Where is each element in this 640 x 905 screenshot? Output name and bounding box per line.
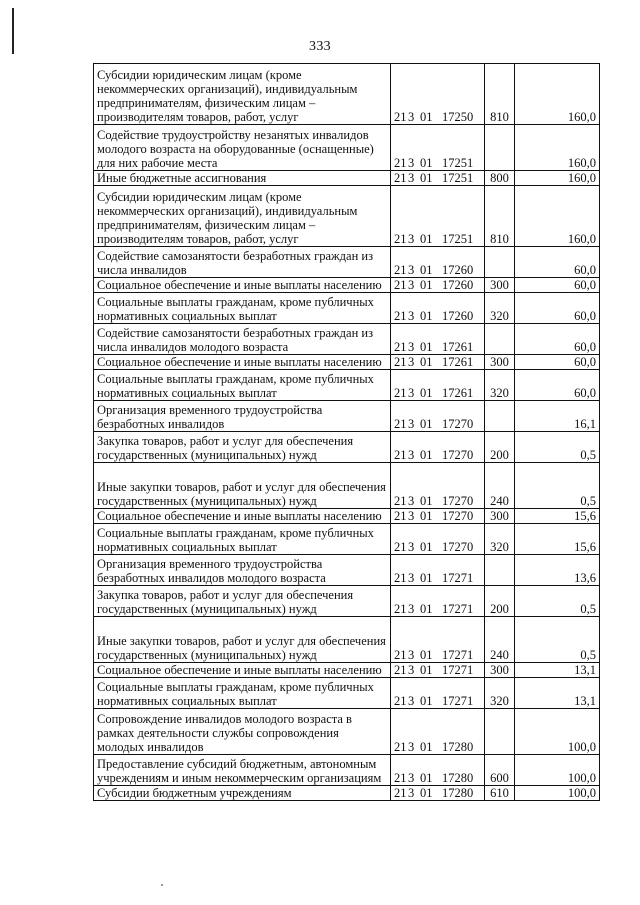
row-code: [391, 663, 485, 678]
code-part-2: 3: [408, 602, 415, 616]
code-part-2: 3: [408, 771, 415, 785]
row-name: Социальные выплаты гражданам, кроме публичных нормативных социальных выплат: [94, 370, 391, 401]
row-name: Закупка товаров, работ и услуг для обеспечения государственных (муниципальных) нужд: [94, 586, 391, 617]
code-part-3: 01: [420, 171, 433, 185]
code-part-2: 3: [408, 694, 415, 708]
row-name: Социальное обеспечение и иные выплаты населению: [94, 509, 391, 524]
code-part-1: 21: [394, 340, 407, 354]
row-name: Организация временного трудоустройства безработных инвалидов молодого возраста: [94, 555, 391, 586]
code-part-2: 3: [408, 278, 415, 292]
table-row: [94, 247, 600, 278]
code-part-3: 01: [420, 156, 433, 170]
table-row: [94, 64, 600, 125]
table-row: [94, 171, 600, 186]
code-part-3: 01: [420, 740, 433, 754]
row-expense-type: [485, 401, 515, 432]
row-expense-type: 600: [485, 755, 515, 786]
row-name: Социальное обеспечение и иные выплаты населению: [94, 355, 391, 370]
row-name: Социальные выплаты гражданам, кроме публичных нормативных социальных выплат: [94, 524, 391, 555]
code-part-3: 01: [420, 648, 433, 662]
row-name: Социальные выплаты гражданам, кроме публичных нормативных социальных выплат: [94, 293, 391, 324]
row-name: Предоставление субсидий бюджетным, автономным учреждениям и иным некоммерческим организациям: [94, 755, 391, 786]
row-name: Субсидии бюджетным учреждениям: [94, 786, 391, 801]
row-amount: 60,0: [515, 355, 600, 370]
row-name: Социальное обеспечение и иные выплаты населению: [94, 663, 391, 678]
row-amount: 160,0: [515, 171, 600, 186]
code-part-2: 3: [408, 355, 415, 369]
row-expense-type: 320: [485, 524, 515, 555]
code-part-3: 01: [420, 355, 433, 369]
code-part-4: 17260: [442, 278, 474, 292]
code-part-2: 3: [408, 171, 415, 185]
code-part-2: 3: [408, 263, 415, 277]
row-amount: 15,6: [515, 509, 600, 524]
code-part-4: 17261: [442, 355, 474, 369]
row-code: [391, 524, 485, 555]
scan-speck: [161, 884, 163, 886]
table-row: [94, 786, 600, 801]
row-name: Содействие самозанятости безработных граждан из числа инвалидов: [94, 247, 391, 278]
table-row: [94, 278, 600, 293]
code-part-4: 17280: [442, 740, 474, 754]
code-part-1: 21: [394, 110, 407, 124]
row-code: [391, 278, 485, 293]
code-part-4: 17260: [442, 263, 474, 277]
row-code: [391, 463, 485, 509]
code-part-4: 17270: [442, 417, 474, 431]
code-part-1: 21: [394, 571, 407, 585]
code-part-4: 17260: [442, 309, 474, 323]
row-code: [391, 617, 485, 663]
row-code: [391, 370, 485, 401]
code-part-4: 17271: [442, 602, 474, 616]
row-name: Иные закупки товаров, работ и услуг для обеспечения государственных (муниципальных) нужд: [94, 617, 391, 663]
row-code: [391, 355, 485, 370]
code-part-3: 01: [420, 602, 433, 616]
table-row: [94, 432, 600, 463]
row-expense-type: 800: [485, 171, 515, 186]
code-part-2: 3: [408, 494, 415, 508]
code-part-1: 21: [394, 494, 407, 508]
table-row: [94, 463, 600, 509]
table-row: [94, 555, 600, 586]
table-row: [94, 617, 600, 663]
row-expense-type: 300: [485, 509, 515, 524]
row-amount: 60,0: [515, 278, 600, 293]
row-expense-type: 810: [485, 64, 515, 125]
table-row: [94, 524, 600, 555]
table-row: [94, 678, 600, 709]
row-expense-type: 320: [485, 370, 515, 401]
row-expense-type: 200: [485, 586, 515, 617]
row-name: Содействие самозанятости безработных граждан из числа инвалидов молодого возраста: [94, 324, 391, 355]
row-amount: 0,5: [515, 586, 600, 617]
row-code: [391, 171, 485, 186]
row-name: Организация временного трудоустройства безработных инвалидов: [94, 401, 391, 432]
code-part-1: 21: [394, 694, 407, 708]
code-part-4: 17271: [442, 694, 474, 708]
row-expense-type: [485, 709, 515, 755]
table-row: [94, 355, 600, 370]
row-expense-type: 300: [485, 355, 515, 370]
code-part-2: 3: [408, 786, 415, 800]
row-amount: 160,0: [515, 186, 600, 247]
row-amount: 0,5: [515, 463, 600, 509]
row-code: [391, 324, 485, 355]
code-part-3: 01: [420, 694, 433, 708]
table-row: [94, 755, 600, 786]
table-row: [94, 293, 600, 324]
row-expense-type: 320: [485, 293, 515, 324]
row-amount: 60,0: [515, 293, 600, 324]
code-part-1: 21: [394, 386, 407, 400]
code-part-3: 01: [420, 786, 433, 800]
row-amount: 0,5: [515, 432, 600, 463]
code-part-4: 17271: [442, 663, 474, 677]
row-code: [391, 432, 485, 463]
code-part-3: 01: [420, 494, 433, 508]
row-code: [391, 586, 485, 617]
code-part-1: 21: [394, 309, 407, 323]
budget-table-body: [94, 64, 600, 801]
row-expense-type: 320: [485, 678, 515, 709]
code-part-1: 21: [394, 448, 407, 462]
code-part-2: 3: [408, 232, 415, 246]
row-expense-type: [485, 247, 515, 278]
budget-table: [93, 63, 600, 801]
row-expense-type: 810: [485, 186, 515, 247]
table-row: [94, 370, 600, 401]
table-row: [94, 186, 600, 247]
row-amount: 160,0: [515, 64, 600, 125]
code-part-2: 3: [408, 386, 415, 400]
code-part-2: 3: [408, 309, 415, 323]
code-part-3: 01: [420, 263, 433, 277]
row-name: Сопровождение инвалидов молодого возраста в рамках деятельности службы сопровождения молодых инвалидов: [94, 709, 391, 755]
code-part-4: 17261: [442, 340, 474, 354]
code-part-3: 01: [420, 278, 433, 292]
code-part-2: 3: [408, 110, 415, 124]
row-expense-type: [485, 324, 515, 355]
code-part-1: 21: [394, 171, 407, 185]
row-expense-type: [485, 555, 515, 586]
row-amount: 15,6: [515, 524, 600, 555]
code-part-2: 3: [408, 648, 415, 662]
code-part-4: 17280: [442, 786, 474, 800]
row-amount: 0,5: [515, 617, 600, 663]
row-code: [391, 555, 485, 586]
code-part-1: 21: [394, 740, 407, 754]
code-part-4: 17270: [442, 509, 474, 523]
code-part-4: 17271: [442, 571, 474, 585]
code-part-4: 17251: [442, 232, 474, 246]
code-part-3: 01: [420, 232, 433, 246]
row-code: [391, 293, 485, 324]
code-part-1: 21: [394, 663, 407, 677]
code-part-3: 01: [420, 309, 433, 323]
code-part-1: 21: [394, 771, 407, 785]
code-part-3: 01: [420, 540, 433, 554]
code-part-3: 01: [420, 571, 433, 585]
code-part-4: 17250: [442, 110, 474, 124]
code-part-1: 21: [394, 417, 407, 431]
row-amount: 100,0: [515, 709, 600, 755]
row-code: [391, 678, 485, 709]
code-part-2: 3: [408, 340, 415, 354]
table-row: [94, 663, 600, 678]
code-part-3: 01: [420, 448, 433, 462]
code-part-2: 3: [408, 156, 415, 170]
code-part-3: 01: [420, 110, 433, 124]
row-code: [391, 755, 485, 786]
row-amount: 13,1: [515, 678, 600, 709]
code-part-4: 17251: [442, 156, 474, 170]
table-row: [94, 709, 600, 755]
row-amount: 60,0: [515, 247, 600, 278]
code-part-4: 17280: [442, 771, 474, 785]
row-code: [391, 247, 485, 278]
row-expense-type: [485, 125, 515, 171]
row-code: [391, 786, 485, 801]
code-part-2: 3: [408, 509, 415, 523]
code-part-4: 17261: [442, 386, 474, 400]
code-part-1: 21: [394, 232, 407, 246]
code-part-2: 3: [408, 663, 415, 677]
code-part-4: 17270: [442, 494, 474, 508]
code-part-3: 01: [420, 340, 433, 354]
row-code: [391, 401, 485, 432]
row-name: Содействие трудоустройству незанятых инвалидов молодого возраста на оборудованные (оснащенные) для них рабочие места: [94, 125, 391, 171]
row-expense-type: 240: [485, 617, 515, 663]
code-part-1: 21: [394, 602, 407, 616]
row-code: [391, 186, 485, 247]
code-part-3: 01: [420, 663, 433, 677]
row-expense-type: 200: [485, 432, 515, 463]
table-row: [94, 586, 600, 617]
row-name: Социальные выплаты гражданам, кроме публичных нормативных социальных выплат: [94, 678, 391, 709]
table-row: [94, 125, 600, 171]
row-name: Закупка товаров, работ и услуг для обеспечения государственных (муниципальных) нужд: [94, 432, 391, 463]
code-part-2: 3: [408, 448, 415, 462]
code-part-1: 21: [394, 156, 407, 170]
code-part-3: 01: [420, 417, 433, 431]
row-code: [391, 64, 485, 125]
row-code: [391, 709, 485, 755]
row-expense-type: 300: [485, 278, 515, 293]
code-part-4: 17270: [442, 540, 474, 554]
table-row: [94, 509, 600, 524]
code-part-1: 21: [394, 263, 407, 277]
code-part-1: 21: [394, 786, 407, 800]
code-part-4: 17251: [442, 171, 474, 185]
row-amount: 13,6: [515, 555, 600, 586]
row-name: Иные закупки товаров, работ и услуг для обеспечения государственных (муниципальных) нужд: [94, 463, 391, 509]
row-amount: 60,0: [515, 370, 600, 401]
row-name: Субсидии юридическим лицам (кроме некоммерческих организаций), индивидуальным предпринимателям, физическим лицам – производителям товаров, работ, услуг: [94, 64, 391, 125]
code-part-3: 01: [420, 509, 433, 523]
row-amount: 160,0: [515, 125, 600, 171]
row-code: [391, 125, 485, 171]
row-amount: 60,0: [515, 324, 600, 355]
code-part-1: 21: [394, 278, 407, 292]
row-name: Социальное обеспечение и иные выплаты населению: [94, 278, 391, 293]
table-row: [94, 401, 600, 432]
row-name: Субсидии юридическим лицам (кроме некоммерческих организаций), индивидуальным предпринимателям, физическим лицам – производителям товаров, работ, услуг: [94, 186, 391, 247]
code-part-1: 21: [394, 648, 407, 662]
row-expense-type: 300: [485, 663, 515, 678]
code-part-1: 21: [394, 509, 407, 523]
code-part-2: 3: [408, 740, 415, 754]
code-part-3: 01: [420, 771, 433, 785]
code-part-2: 3: [408, 571, 415, 585]
row-expense-type: 240: [485, 463, 515, 509]
code-part-2: 3: [408, 540, 415, 554]
table-row: [94, 324, 600, 355]
code-part-3: 01: [420, 386, 433, 400]
row-name: Иные бюджетные ассигнования: [94, 171, 391, 186]
code-part-1: 21: [394, 540, 407, 554]
row-amount: 16,1: [515, 401, 600, 432]
code-part-4: 17270: [442, 448, 474, 462]
row-code: [391, 509, 485, 524]
row-amount: 100,0: [515, 786, 600, 801]
row-amount: 13,1: [515, 663, 600, 678]
code-part-2: 3: [408, 417, 415, 431]
code-part-4: 17271: [442, 648, 474, 662]
row-amount: 100,0: [515, 755, 600, 786]
row-expense-type: 610: [485, 786, 515, 801]
code-part-1: 21: [394, 355, 407, 369]
page-number: 333: [309, 39, 331, 54]
